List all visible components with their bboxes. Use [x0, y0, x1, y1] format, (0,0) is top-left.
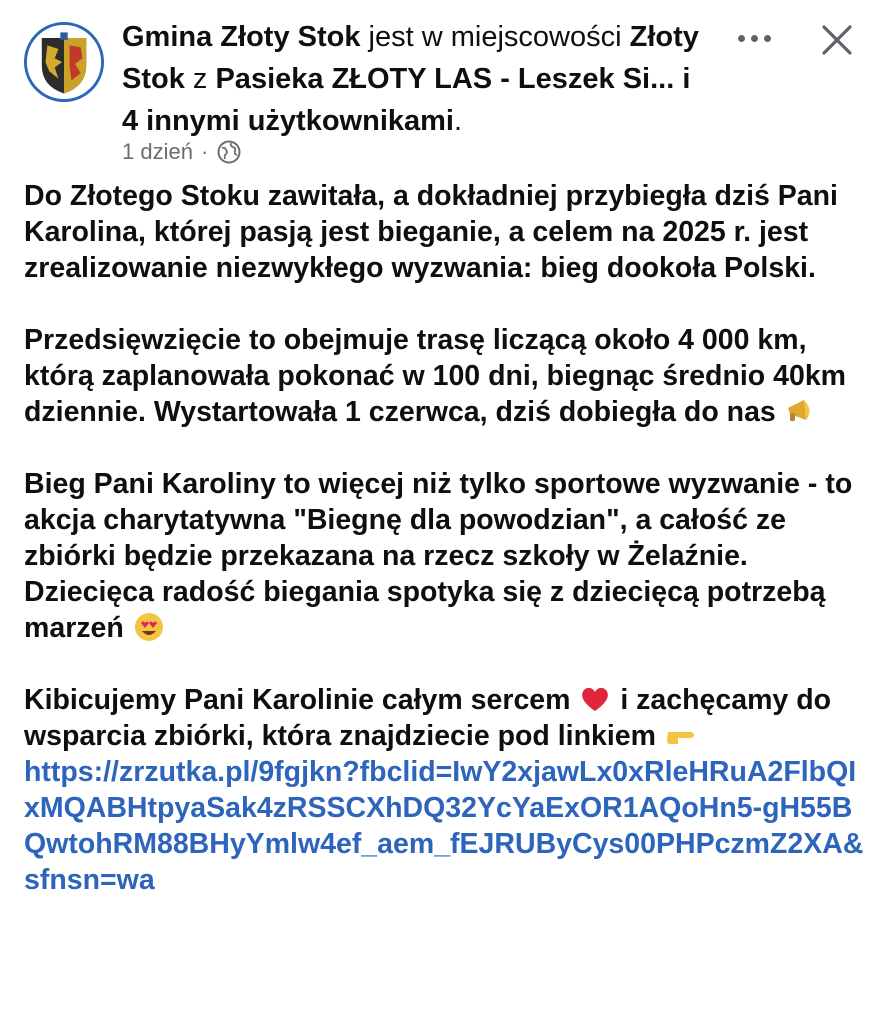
more-options-button[interactable]	[728, 20, 780, 56]
page-avatar[interactable]	[24, 22, 104, 102]
location-link[interactable]: Złoty Stok	[122, 21, 699, 95]
header-text-3: .	[453, 105, 463, 137]
header-text-1: jest w miejscowości	[360, 21, 630, 53]
paragraph-4-text-a: Kibicujemy Pani Karolinie całym sercem	[24, 684, 571, 716]
megaphone-icon	[784, 396, 818, 426]
red-heart-icon	[578, 684, 612, 714]
meta-separator: ·	[200, 139, 209, 164]
post-body	[24, 178, 869, 898]
tagged-users-link[interactable]: Pasieka ZŁOTY LAS - Leszek Si... i 4 innymi użytkownikami	[122, 63, 691, 137]
post-header	[122, 16, 702, 142]
globe-icon[interactable]	[216, 139, 242, 165]
pointing-right-icon	[664, 720, 698, 750]
paragraph-1: Do Złotego Stoku zawitała, a dokładniej przybiegła dziś Pani Karolina, której pasją jest bieganie, a celem na 2025 r. jest zrealizowanie niezwykłego wyzwania: bieg dookoła Polski.	[24, 180, 838, 284]
paragraph-2	[24, 322, 869, 430]
paragraph-4-text-b: i zachęcamy do wsparcia zbiórki, która znajdziecie pod linkiem	[24, 684, 832, 752]
heart-eyes-icon	[132, 612, 166, 642]
paragraph-2-text: Przedsięwzięcie to obejmuje trasę liczącą około 4 000 km, którą zaplanowała pokonać w 100 dni, biegnąc średnio 40km dziennie. Wystartowała 1 czerwca, dziś dobiegła do nas	[24, 324, 847, 428]
fundraiser-link[interactable]: https://zrzutka.pl/9fgjkn?fbclid=IwY2xjawLx0xRleHRuA2FlbQIxMQABHtpyaSak4zRSSCXhDQ32YcYaExOR1AQoHn5-gH55BQwtohRM88BHyYmlw4ef_aem_fEJRUByCys00PHPczmZ2XA&sfnsn=wa	[24, 756, 864, 896]
paragraph-3-text: Bieg Pani Karoliny to więcej niż tylko sportowe wyzwanie - to akcja charytatywna "Biegnę dla powodzian", a całość ze zbiórki będzie przekazana na rzecz szkoły w Żelaźnie. Dziecięca radość biegania spotyka się z dziecięcą potrzebą marzeń	[24, 468, 853, 644]
more-dot	[764, 35, 771, 42]
author-link[interactable]: Gmina Złoty Stok	[122, 21, 361, 53]
coat-of-arms-icon	[27, 25, 101, 99]
close-icon[interactable]	[815, 18, 859, 62]
paragraph-4	[24, 682, 869, 898]
header-text-2: z	[184, 63, 216, 95]
more-dots-icon	[738, 35, 745, 42]
timestamp[interactable]: 1 dzień	[122, 139, 193, 164]
paragraph-3	[24, 466, 869, 646]
post-meta	[122, 137, 242, 167]
more-dot	[751, 35, 758, 42]
